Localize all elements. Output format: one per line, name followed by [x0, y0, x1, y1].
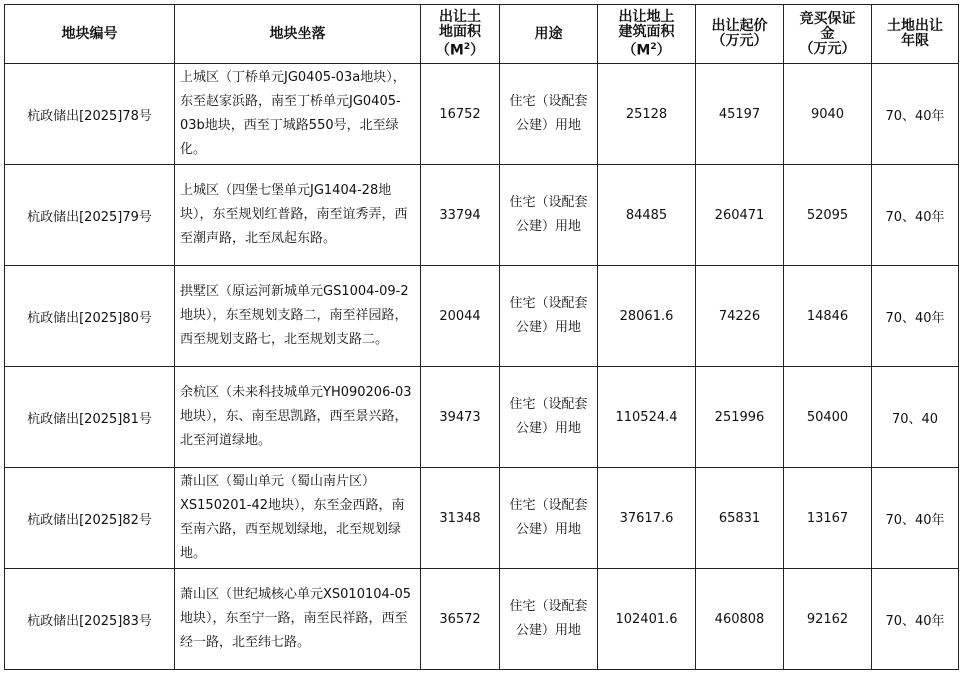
cell-use: 住宅（设配套公建）用地: [500, 266, 598, 367]
table-row: [5, 367, 959, 468]
cell-term: 70、40年: [872, 569, 959, 670]
cell-starting-price: 260471: [696, 165, 784, 266]
cell-land-area: 16752: [421, 64, 500, 165]
table-row: [5, 165, 959, 266]
cell-starting-price: 74226: [696, 266, 784, 367]
header-deposit: 竞买保证 金 （万元）: [784, 5, 872, 64]
cell-plot-id: 杭政储出[2025]80号: [5, 266, 175, 367]
header-plot-id: 地块编号: [5, 5, 175, 64]
cell-plot-id: 杭政储出[2025]83号: [5, 569, 175, 670]
table-row: [5, 64, 959, 165]
cell-building-area: 102401.6: [598, 569, 696, 670]
cell-location: 余杭区（未来科技城单元YH090206-03地块），东、南至思凯路，西至景兴路，北至河道绿地。: [175, 367, 421, 468]
cell-land-area: 20044: [421, 266, 500, 367]
table-row: [5, 266, 959, 367]
cell-deposit: 50400: [784, 367, 872, 468]
header-use: 用途: [500, 5, 598, 64]
table-row: [5, 569, 959, 670]
cell-plot-id: 杭政储出[2025]79号: [5, 165, 175, 266]
cell-deposit: 13167: [784, 468, 872, 569]
cell-deposit: 14846: [784, 266, 872, 367]
cell-starting-price: 251996: [696, 367, 784, 468]
cell-starting-price: 45197: [696, 64, 784, 165]
cell-location: 拱墅区（原运河新城单元GS1004-09-2地块），东至规划支路二，南至祥园路，西至规划支路七，北至规划支路二。: [175, 266, 421, 367]
cell-location: 上城区（丁桥单元JG0405-03a地块），东至赵家浜路，南至丁桥单元JG0405-03b地块，西至丁城路550号，北至绿化。: [175, 64, 421, 165]
cell-land-area: 33794: [421, 165, 500, 266]
header-starting-price: 出让起价 （万元）: [696, 5, 784, 64]
cell-land-area: 36572: [421, 569, 500, 670]
cell-location: 萧山区（世纪城核心单元XS010104-05地块），东至宁一路，南至民祥路，西至经一路，北至纬七路。: [175, 569, 421, 670]
cell-term: 70、40年: [872, 165, 959, 266]
cell-building-area: 28061.6: [598, 266, 696, 367]
cell-land-area: 39473: [421, 367, 500, 468]
cell-use: 住宅（设配套公建）用地: [500, 468, 598, 569]
cell-use: 住宅（设配套公建）用地: [500, 569, 598, 670]
cell-plot-id: 杭政储出[2025]78号: [5, 64, 175, 165]
cell-plot-id: 杭政储出[2025]82号: [5, 468, 175, 569]
cell-land-area: 31348: [421, 468, 500, 569]
cell-deposit: 52095: [784, 165, 872, 266]
header-location: 地块坐落: [175, 5, 421, 64]
cell-term: 70、40年: [872, 468, 959, 569]
cell-starting-price: 460808: [696, 569, 784, 670]
land-transfer-table: [4, 4, 959, 670]
cell-term: 70、40年: [872, 266, 959, 367]
cell-term: 70、40年: [872, 64, 959, 165]
cell-use: 住宅（设配套公建）用地: [500, 165, 598, 266]
cell-building-area: 37617.6: [598, 468, 696, 569]
cell-deposit: 9040: [784, 64, 872, 165]
cell-deposit: 92162: [784, 569, 872, 670]
header-term: 土地出让 年限: [872, 5, 959, 64]
table-row: [5, 468, 959, 569]
header-row: [5, 5, 959, 64]
cell-use: 住宅（设配套公建）用地: [500, 367, 598, 468]
cell-plot-id: 杭政储出[2025]81号: [5, 367, 175, 468]
cell-building-area: 110524.4: [598, 367, 696, 468]
header-land-area: 出让土 地面积 $(M^2)$: [421, 5, 500, 64]
header-building-area: 出让地上 建筑面积 $(M^2)$: [598, 5, 696, 64]
cell-location: 萧山区（蜀山单元（蜀山南片区）XS150201-42地块），东至金西路，南至南六路，西至规划绿地，北至规划绿地。: [175, 468, 421, 569]
cell-starting-price: 65831: [696, 468, 784, 569]
cell-building-area: 25128: [598, 64, 696, 165]
cell-term: 70、40: [872, 367, 959, 468]
cell-location: 上城区（四堡七堡单元JG1404-28地块），东至规划红普路，南至谊秀弄，西至潮声路，北至凤起东路。: [175, 165, 421, 266]
cell-use: 住宅（设配套公建）用地: [500, 64, 598, 165]
cell-building-area: 84485: [598, 165, 696, 266]
